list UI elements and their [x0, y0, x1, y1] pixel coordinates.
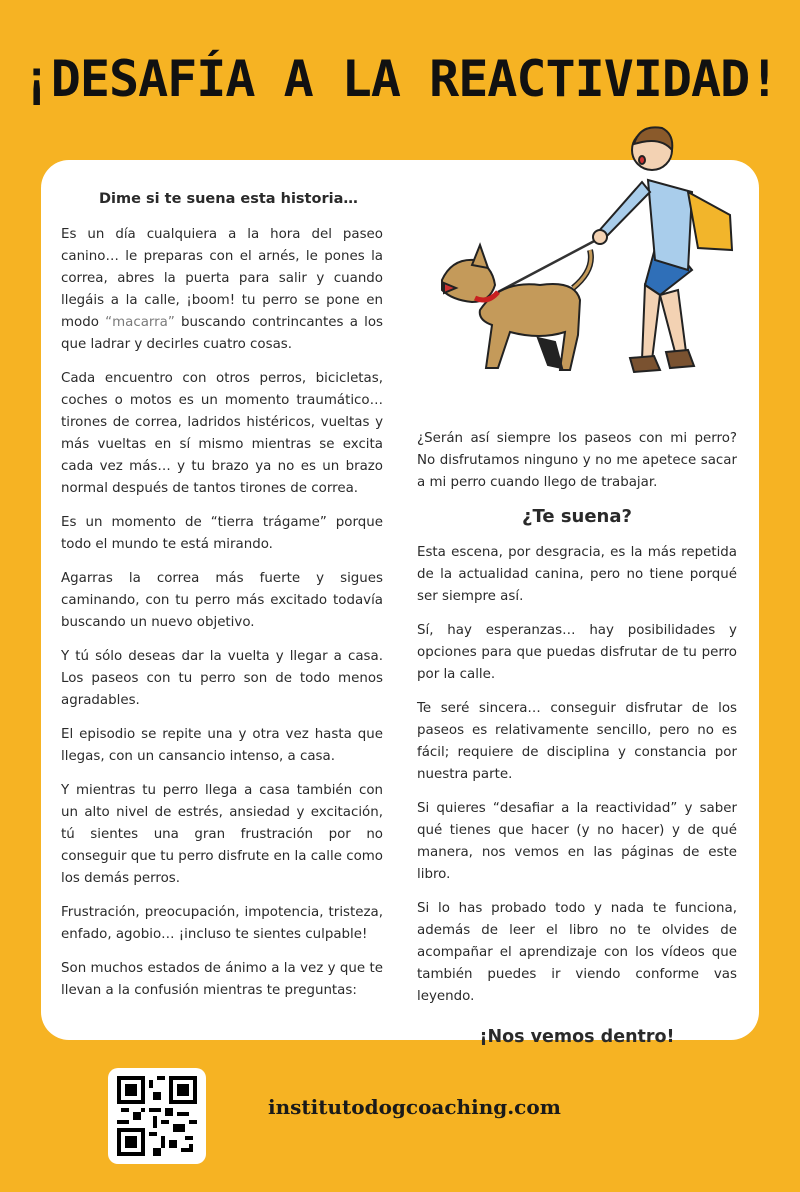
right-column [417, 428, 737, 1060]
body-paragraph: Sí, hay esperanzas… hay posibilidades y opciones para que puedas disfrutar de tu perro por la calle. [417, 623, 737, 682]
man-figure [593, 127, 732, 372]
story-paragraph: Y mientras tu perro llega a casa también con un alto nivel de estrés, ansiedad y excitación, tú sientes una gran frustración por no conseguir que tu perro disfrute en la calle como los demás perros. [61, 783, 383, 886]
question-paragraph: ¿Serán así siempre los paseos con mi perro? No disfrutamos ninguno y no me apetece sacar a mi perro cuando llego de trabajar. [417, 431, 737, 490]
body-paragraph: Esta escena, por desgracia, es la más repetida de la actualidad canina, pero no tiene porqué ser siempre así. [417, 545, 737, 604]
closing-line: ¡Nos vemos dentro! [479, 1027, 675, 1047]
story-paragraph-1 [61, 224, 383, 356]
macarra-highlight: “macarra” [105, 315, 175, 330]
story-paragraph: El episodio se repite una y otra vez hasta que llegas, con un cansancio intenso, a casa. [61, 727, 383, 764]
story-heading: Dime si te suena esta historia… [99, 191, 358, 207]
story-paragraph: Cada encuentro con otros perros, bicicletas, coches o motos es un momento traumático… tirones de correa, ladridos histéricos, vueltas y más vueltas en sí mismo mientras se excita cada vez más… y tu brazo ya no es un brazo normal después de tantos tirones de correa. [61, 371, 383, 496]
p1-text-end: buscando contrincantes a los que ladrar y decirles cuatro cosas. [61, 315, 383, 352]
qr-pattern [117, 1076, 197, 1156]
story-paragraph: Frustración, preocupación, impotencia, tristeza, enfado, agobio… ¡incluso te sientes culpable! [61, 905, 383, 942]
qr-code[interactable] [108, 1068, 206, 1164]
body-paragraph: Si lo has probado todo y nada te funciona, además de leer el libro no te olvides de acompañar el aprendizaje con los vídeos que también puedes ir viendo conforme vas leyendo. [417, 901, 737, 1004]
page-title: ¡DESAFÍA A LA REACTIVIDAD! [21, 50, 779, 108]
body-paragraph: Si quieres “desafiar a la reactividad” y saber qué tienes que hacer (y no hacer) y de qué manera, nos vemos en las páginas de este libro. [417, 801, 737, 882]
dog-walking-illustration [430, 120, 760, 390]
te-suena-heading: ¿Te suena? [522, 506, 632, 527]
story-paragraph: Son muchos estados de ánimo a la vez y que te llevan a la confusión mientras te preguntas: [61, 961, 383, 998]
body-paragraph: Te seré sincera… conseguir disfrutar de los paseos es relativamente sencillo, pero no es fácil; requiere de disciplina y constancia por nuestra parte. [417, 701, 737, 782]
website-url[interactable]: institutodogcoaching.com [268, 1095, 561, 1119]
p1-text: Es un día cualquiera a la hora del paseo canino… le preparas con el arnés, le pones la correa, abres la puerta para salir y cuando llegáis a la calle, ¡boom! tu perro se pone en modo [61, 227, 383, 330]
story-paragraph: Es un momento de “tierra trágame” porque todo el mundo te está mirando. [61, 515, 383, 552]
story-paragraph: Agarras la correa más fuerte y sigues caminando, con tu perro más excitado todavía buscando un nuevo objetivo. [61, 571, 383, 630]
story-paragraph: Y tú sólo deseas dar la vuelta y llegar a casa. Los paseos con tu perro son de todo menos agradables. [61, 649, 383, 708]
left-column [61, 188, 383, 1014]
dog-figure [442, 245, 591, 370]
